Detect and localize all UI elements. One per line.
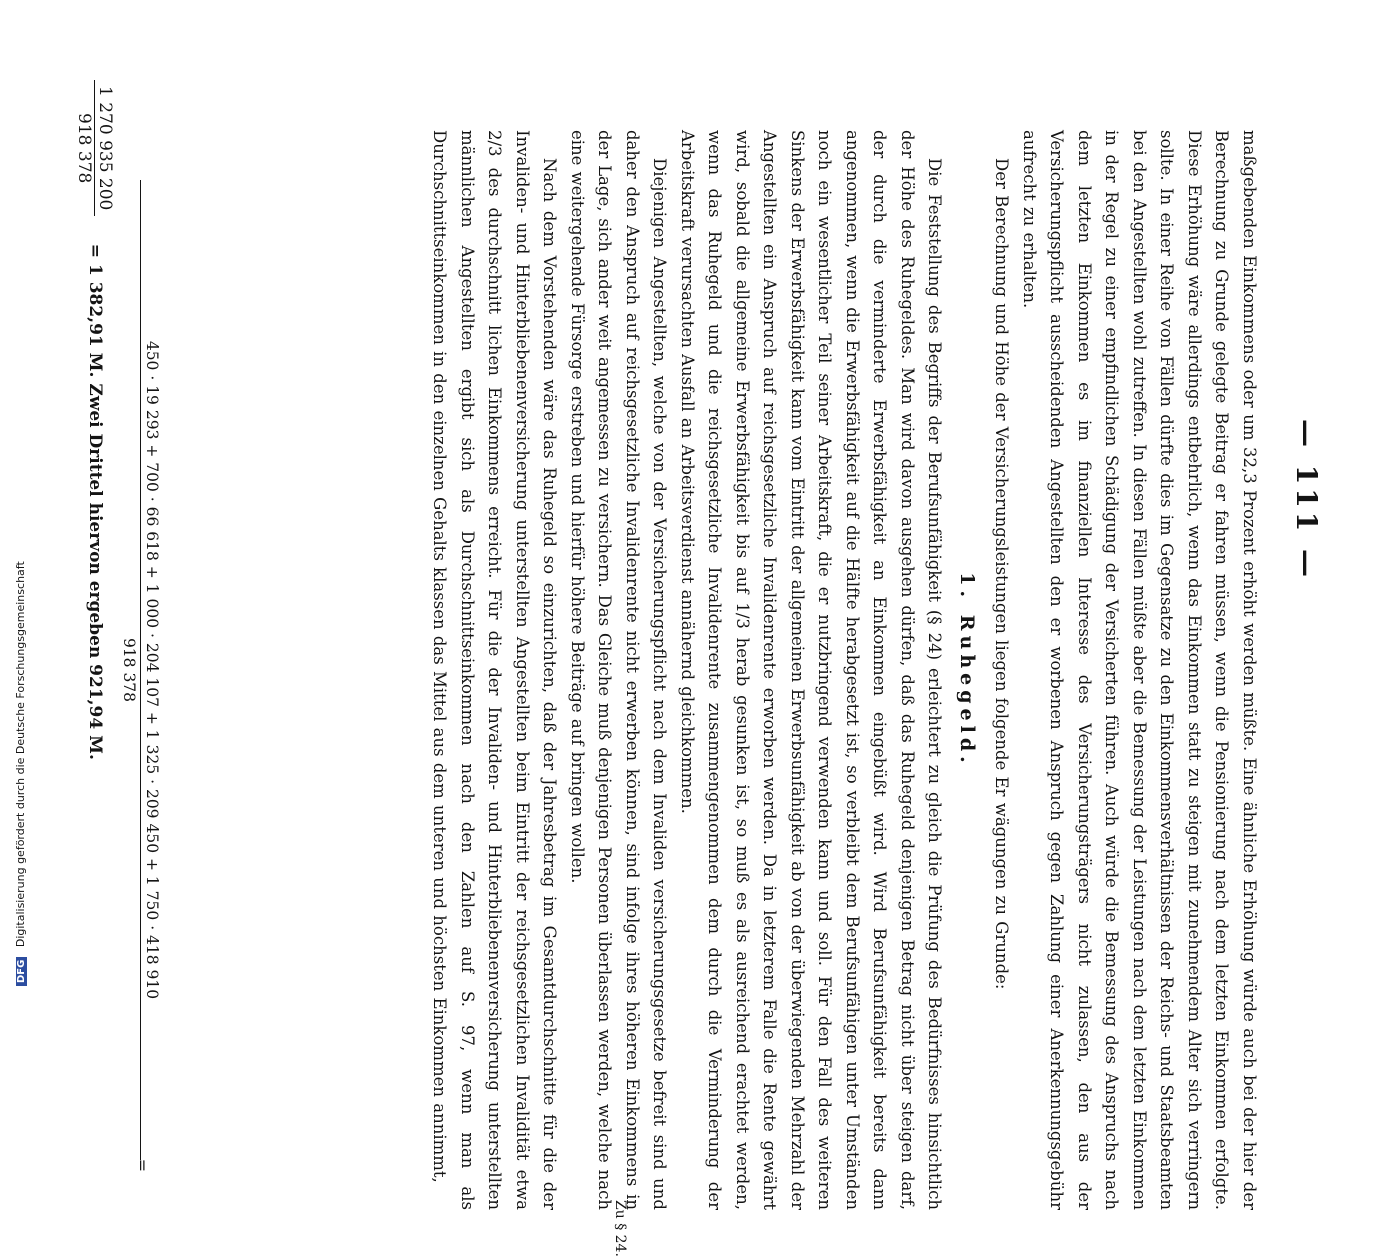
section-heading: 1. Ruhegeld.	[956, 572, 978, 768]
formula-numerator: 450 · 19 293 + 700 · 66 618 + 1 000 · 204 107 + 1 325 · 209 450 + 1 750 · 418 910	[140, 180, 163, 1160]
formula-denominator: 918 378	[120, 637, 138, 703]
page-number: — 111 —	[1290, 419, 1323, 581]
result-denominator: 918 378	[74, 113, 94, 184]
body-text	[426, 130, 1263, 1210]
paragraph: Die Feststellung des Begriffs der Berufsunfähigkeit (§ 24) erleichtert zu gleich die Prüfung des Bedürfnisses hinsichtlich der Höhe des Ruhegeldes. Man wird davon ausgehen dürfen, daß das Ruhegeld denjenigen Betrag nicht über steigen darf, der durch die verminderte Erwerbsfähigkeit an Einkommen eingebüßt wird. Wird Berufsunfähigkeit bereits dann angenommen, wenn die Erwerbsfähigkeit auf die Hälfte herabgesetzt ist, so verbleibt dem Berufsunfähigen unter Umständen noch ein wesentlicher Teil seiner Arbeitskraft, die er nutzbringend verwenden kann und soll. Für den Fall des weiteren Sinkens der Erwerbsfähigkeit kann vom Eintritt der allgemeinen Erwerbsunfähigkeit ab von der überwiegenden Mehrzahl der Angestellten ein Anspruch auf reichsgesetzliche Invalidenrente erworben werden. Da in letzterem Falle die Rente gewährt wird, sobald die allgemeine Erwerbsfähigkeit bis auf 1/3 herab gesunken ist, so muß es als ausreichend erachtet werden, wenn das Ruhegeld und die reichsgesetzliche Invalidenrente zusammengenommen dem durch die Verminderung der Arbeitskraft verursachten Ausfall an Arbeitsverdienst annähernd gleichkommen.	[678, 130, 945, 1210]
paragraph: Diejenigen Angestellten, welche von der Versicherungspflicht nach dem Invaliden versicherungsgesetze befreit sind und daher den Anspruch auf reichsgesetzliche Invalidenrente nicht erwerben können, sind infolge ihres höheren Einkommens in der Lage, sich ander weit angemessen zu versichern. Das Gleiche muß denjenigen Personen überlassen werden, welche nach eine weitergehende Fürsorge erstreben und hierfür höhere Beiträge auf bringen wollen.	[568, 130, 670, 1210]
formula-equals: =	[133, 1158, 152, 1172]
dfg-logo: DFG	[16, 957, 27, 986]
paragraph: Der Berechnung und Höhe der Versicherungsleistungen liegen folgende Er wägungen zu Grunde:	[992, 158, 1012, 990]
paragraph: maßgebenden Einkommens oder um 32,3 Prozent erhöht werden müßte. Eine ähnliche Erhöhung würde auch bei der hier der Berechnung zu Grunde gelegte Beitrag er fahren müssen, wenn die Pensionierung nach dem letzten Einkommen erfolgte. Diese Erhöhung wäre allerdings entbehrlich, wenn das Einkommen statt zu steigen mit zunehmendem Alter sich verringern sollte. In einer Reihe von Fällen dürfte dies im Gegensatze zu den Einkommensverhältnissen der Reichs- und Staatsbeamten bei den Angestellten wohl zutreffen. In diesen Fällen müßte aber die Bemessung der Leistungen nach dem letzten Einkommen in der Regel zu einer empfindlichen Schädigung der Versicherten führen. Auch würde die Bemessung des Anspruchs nach dem letzten Einkommen es im finanziellen Interesse des Versicherungsträgers nicht zulassen, den aus der Versicherungspflicht ausscheidenden Angestellten den er worbenen Anspruch gegen Zahlung einer Anerkennungsgebühr aufrecht zu erhalten.	[1020, 130, 1259, 1210]
result-fraction	[74, 80, 115, 216]
result-text: = 1 382,91 M. Zwei Drittel hiervon ergeben 921,94 M.	[85, 243, 105, 760]
marginal-note: Zu § 24.	[612, 1200, 628, 1257]
result-line	[74, 80, 115, 1130]
result-numerator: 1 270 935 200	[94, 80, 115, 216]
paragraph: Nach dem Vorstehenden wäre das Ruhegeld so einzurichten, daß der Jahresbetrag im Gesamtdurchschnitte für die der Invaliden- und Hinterbliebenenversicherung unterstellten Angestellten beim Eintritt der reichsgesetzlichen Invalidität etwa 2/3 des durchschnitt lichen Einkommens erreicht. Für die der Invaliden- und Hinterbliebenenversicherung unterstellten männlichen Angestellten ergibt sich als Durchschnittseinkommen nach den Zahlen auf S. 97, wenn man als Durchschnittseinkommen in den einzelnen Gehalts klassen das Mittel aus dem unteren und höchsten Einkommen annimmt,	[430, 130, 560, 1210]
average-income-formula	[118, 180, 163, 1172]
footer-text: Digitalisierung gefördert durch die Deutsche Forschungsgemeinschaft	[14, 561, 27, 948]
